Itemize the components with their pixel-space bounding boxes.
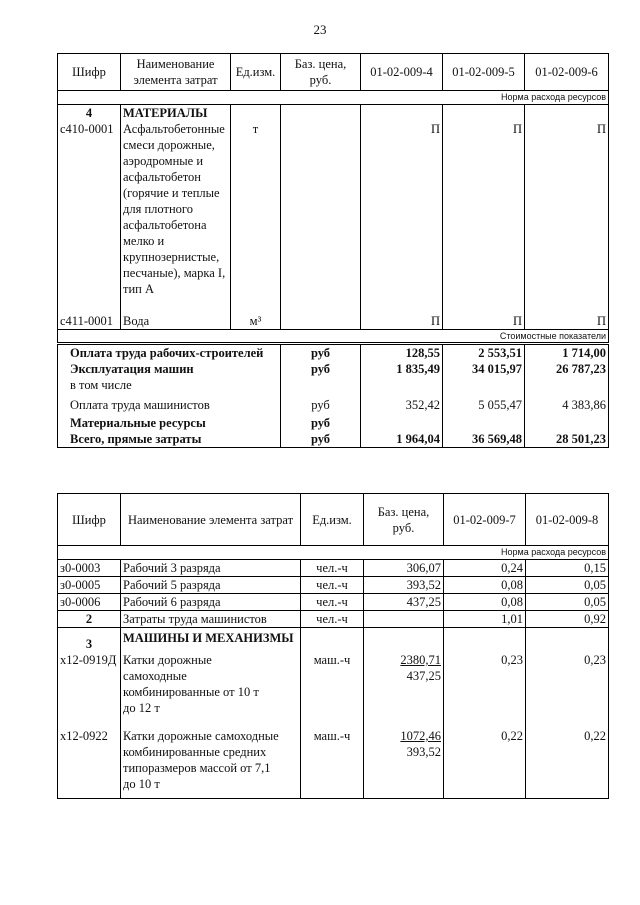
row-code: с411-0001 <box>58 313 121 330</box>
cost-label: Стоимостные показатели <box>58 330 609 344</box>
cost-unit: руб <box>281 431 361 448</box>
row-name: Рабочий 3 разряда <box>121 560 301 577</box>
cost-row <box>58 361 609 393</box>
row-name: Катки дорожные самоходные комбинированные от 10 т до 12 т <box>121 652 301 716</box>
cost-value-1: 352,42 <box>361 393 443 413</box>
section-number: 4 <box>58 105 121 122</box>
row-unit: т <box>231 121 281 297</box>
cost-name: Эксплуатация машин <box>70 362 194 376</box>
row-value-2: 0,23 <box>526 652 609 716</box>
section-title: МАТЕРИАЛЫ <box>121 105 231 122</box>
header-col-2: 01-02-009-8 <box>526 494 609 546</box>
section-row <box>58 105 609 122</box>
table-row <box>58 560 609 577</box>
row-code: с410-0001 <box>58 121 121 297</box>
cost-name: Оплата труда рабочих-строителей <box>58 344 281 362</box>
header-price: Баз. цена, руб. <box>281 54 361 91</box>
row-name: Асфальтобетонные смеси дорожные, аэродромные и асфальтобетон (горячие и теплые для плотного асфальтобетона мелко и крупнозернистые, песчаные), марка I, тип А <box>121 121 231 297</box>
row-value-2: П <box>443 313 525 330</box>
cost-unit: руб <box>281 344 361 362</box>
row-value-1: П <box>361 313 443 330</box>
row-price: 306,07 <box>364 560 444 577</box>
row-price-top: 2380,71 <box>400 653 441 667</box>
cost-value-1: 128,55 <box>361 344 443 362</box>
row-price-top: 1072,46 <box>400 729 441 743</box>
header-col-2: 01-02-009-5 <box>443 54 525 91</box>
row-unit: чел.-ч <box>301 611 364 628</box>
header-unit: Ед.изм. <box>231 54 281 91</box>
cost-value-2: 5 055,47 <box>443 393 525 413</box>
row-code: х12-0919Д <box>58 652 121 716</box>
row-code: з0-0006 <box>58 594 121 611</box>
cost-value-1: 1 835,49 <box>361 361 443 393</box>
row-unit: маш.-ч <box>301 652 364 716</box>
cost-value-3: 26 787,23 <box>525 361 609 393</box>
cost-value-3: 28 501,23 <box>525 431 609 448</box>
header-col-1: 01-02-009-7 <box>444 494 526 546</box>
table-row <box>58 652 609 716</box>
row-value-1: 0,22 <box>444 728 526 799</box>
row-value-1: 0,08 <box>444 577 526 594</box>
cost-value-2: 34 015,97 <box>443 361 525 393</box>
row-name: Затраты труда машинистов <box>121 611 301 628</box>
header-unit: Ед.изм. <box>301 494 364 546</box>
cost-value-3: 4 383,86 <box>525 393 609 413</box>
row-code: з0-0005 <box>58 577 121 594</box>
row-value-2: 0,22 <box>526 728 609 799</box>
header-price: Баз. цена, руб. <box>364 494 444 546</box>
cost-row <box>58 431 609 448</box>
cost-subtitle: в том числе <box>70 378 132 392</box>
cost-name: Оплата труда машинистов <box>58 393 281 413</box>
page-number: 23 <box>313 22 327 37</box>
row-name: Рабочий 6 разряда <box>121 594 301 611</box>
row-unit: м³ <box>231 313 281 330</box>
cost-value-1: 1 964,04 <box>361 431 443 448</box>
cost-unit: руб <box>281 361 361 393</box>
resource-table-1 <box>57 53 609 448</box>
row-value-1: П <box>361 121 443 297</box>
header-name: Наименование элемента затрат <box>121 494 301 546</box>
header-code: Шифр <box>58 494 121 546</box>
row-price-bottom: 393,52 <box>406 745 441 759</box>
norm-label: Норма расхода ресурсов <box>58 91 609 105</box>
table-row <box>58 121 609 297</box>
row-name: Катки дорожные самоходные комбинированные средних типоразмеров массой от 7,1 до 10 т <box>121 728 301 799</box>
row-code: з0-0003 <box>58 560 121 577</box>
table-row <box>58 577 609 594</box>
header-name: Наименование элемента затрат <box>121 54 231 91</box>
row-value-1: 1,01 <box>444 611 526 628</box>
row-value-2: 0,05 <box>526 577 609 594</box>
cost-row <box>58 393 609 413</box>
table-row <box>58 594 609 611</box>
labor-row <box>58 611 609 628</box>
header-code: Шифр <box>58 54 121 91</box>
row-value-2: П <box>443 121 525 297</box>
row-unit: чел.-ч <box>301 577 364 594</box>
norm-label: Норма расхода ресурсов <box>58 546 609 560</box>
section-number: 3 <box>58 628 121 653</box>
row-name: Рабочий 5 разряда <box>121 577 301 594</box>
resource-table-2 <box>57 493 609 799</box>
cost-row <box>58 413 609 431</box>
row-price: 437,25 <box>364 594 444 611</box>
row-unit: чел.-ч <box>301 594 364 611</box>
section-title: МАШИНЫ И МЕХАНИЗМЫ <box>121 628 301 653</box>
row-value-2: 0,15 <box>526 560 609 577</box>
header-col-3: 01-02-009-6 <box>525 54 609 91</box>
cost-value-2: 36 569,48 <box>443 431 525 448</box>
row-price-bottom: 437,25 <box>406 669 441 683</box>
table-row <box>58 313 609 330</box>
row-value-2: 0,92 <box>526 611 609 628</box>
cost-row <box>58 344 609 362</box>
row-unit: чел.-ч <box>301 560 364 577</box>
row-unit: маш.-ч <box>301 728 364 799</box>
cost-unit: руб <box>281 393 361 413</box>
cost-value-3: 1 714,00 <box>525 344 609 362</box>
cost-unit: руб <box>281 413 361 431</box>
section-row <box>58 628 609 653</box>
row-code: 2 <box>58 611 121 628</box>
cost-value-2: 2 553,51 <box>443 344 525 362</box>
row-name: Вода <box>121 313 231 330</box>
table-row <box>58 728 609 799</box>
row-price: 393,52 <box>364 577 444 594</box>
row-value-1: 0,23 <box>444 652 526 716</box>
row-code: х12-0922 <box>58 728 121 799</box>
row-value-3: П <box>525 313 609 330</box>
row-value-3: П <box>525 121 609 297</box>
header-col-1: 01-02-009-4 <box>361 54 443 91</box>
cost-name: Всего, прямые затраты <box>58 431 281 448</box>
row-value-1: 0,24 <box>444 560 526 577</box>
row-value-2: 0,05 <box>526 594 609 611</box>
cost-name: Материальные ресурсы <box>58 413 281 431</box>
row-value-1: 0,08 <box>444 594 526 611</box>
